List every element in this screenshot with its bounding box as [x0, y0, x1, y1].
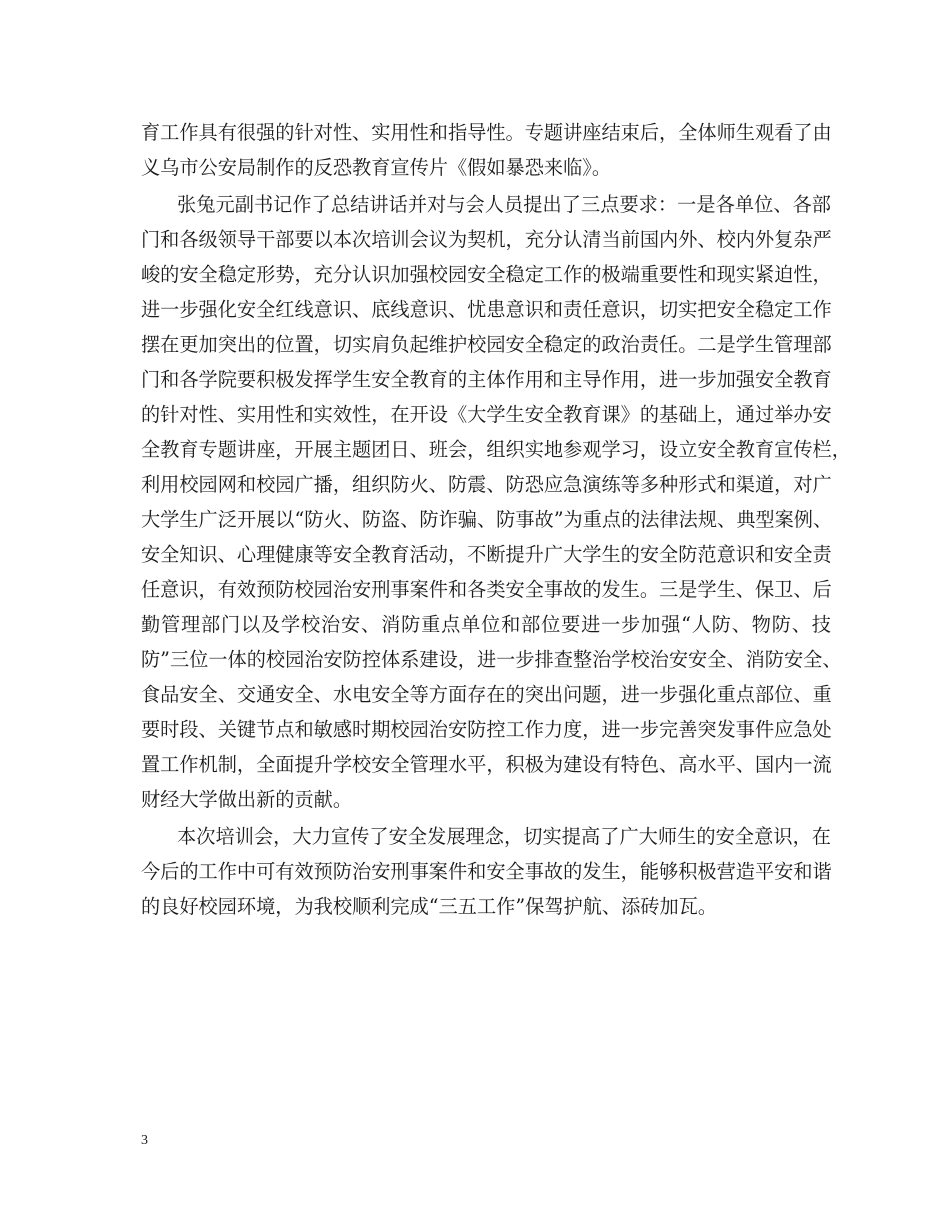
paragraph-line: 全教育专题讲座，开展主题团日、班会，组织实地参观学习，设立安全教育宣传栏，: [141, 438, 851, 461]
paragraph-line: 本次培训会，大力宣传了安全发展理念，切实提高了广大师生的安全意识，在: [177, 825, 831, 848]
paragraph-line: 的良好校园环境，为我校顺利完成“三五工作”保驾护航、添砖加瓦。: [141, 895, 718, 918]
paragraph-line: 食品安全、交通安全、水电安全等方面存在的突出问题，进一步强化重点部位、重: [141, 683, 832, 706]
paragraph-line: 门和各学院要积极发挥学生安全教育的主体作用和主导作用，进一步加强安全教育: [141, 368, 832, 391]
page-number: 3: [141, 1133, 148, 1148]
paragraph-line: 摆在更加突出的位置，切实肩负起维护校园安全稳定的政治责任。二是学生管理部: [141, 333, 832, 356]
paragraph-line: 防”三位一体的校园治安防控体系建设，进一步排查整治学校治安安全、消防安全、: [141, 648, 842, 671]
paragraph-line: 义乌市公安局制作的反恐教育宣传片《假如暴恐来临》。: [141, 156, 612, 179]
paragraph-line: 门和各级领导干部要以本次培训会议为契机，充分认清当前国内外、校内外复杂严: [141, 228, 832, 251]
paragraph-line: 育工作具有很强的针对性、实用性和指导性。专题讲座结束后，全体师生观看了由: [141, 121, 832, 144]
paragraph-line: 的针对性、实用性和实效性，在开设《大学生安全教育课》的基础上，通过举办安: [141, 403, 832, 426]
paragraph-line: 利用校园网和校园广播，组织防火、防震、防恐应急演练等多种形式和渠道，对广: [141, 473, 832, 496]
paragraph-line: 安全知识、心理健康等安全教育活动，不断提升广大学生的安全防范意识和安全责: [141, 543, 832, 566]
paragraph-line: 今后的工作中可有效预防治安刑事案件和安全事故的发生，能够积极营造平安和谐: [141, 860, 832, 883]
paragraph-line: 峻的安全稳定形势，充分认识加强校园安全稳定工作的极端重要性和现实紧迫性，: [141, 263, 832, 286]
paragraph-line: 任意识，有效预防校园治安刑事案件和各类安全事故的发生。三是学生、保卫、后: [141, 578, 832, 601]
paragraph-line: 大学生广泛开展以“防火、防盗、防诈骗、防事故”为重点的法律法规、典型案例、: [141, 508, 833, 531]
paragraph-line: 勤管理部门以及学校治安、消防重点单位和部位要进一步加强“人防、物防、技: [141, 613, 831, 636]
paragraph-line: 财经大学做出新的贡献。: [141, 788, 353, 811]
paragraph-line: 置工作机制，全面提升学校安全管理水平，积极为建设有特色、高水平、国内一流: [141, 753, 832, 776]
paragraph-line: 要时段、关键节点和敏感时期校园治安防控工作力度，进一步完善突发事件应急处: [141, 718, 832, 741]
paragraph-line: 进一步强化安全红线意识、底线意识、忧患意识和责任意识，切实把安全稳定工作: [141, 298, 832, 321]
paragraph-line: 张兔元副书记作了总结讲话并对与会人员提出了三点要求：一是各单位、各部: [177, 193, 831, 216]
